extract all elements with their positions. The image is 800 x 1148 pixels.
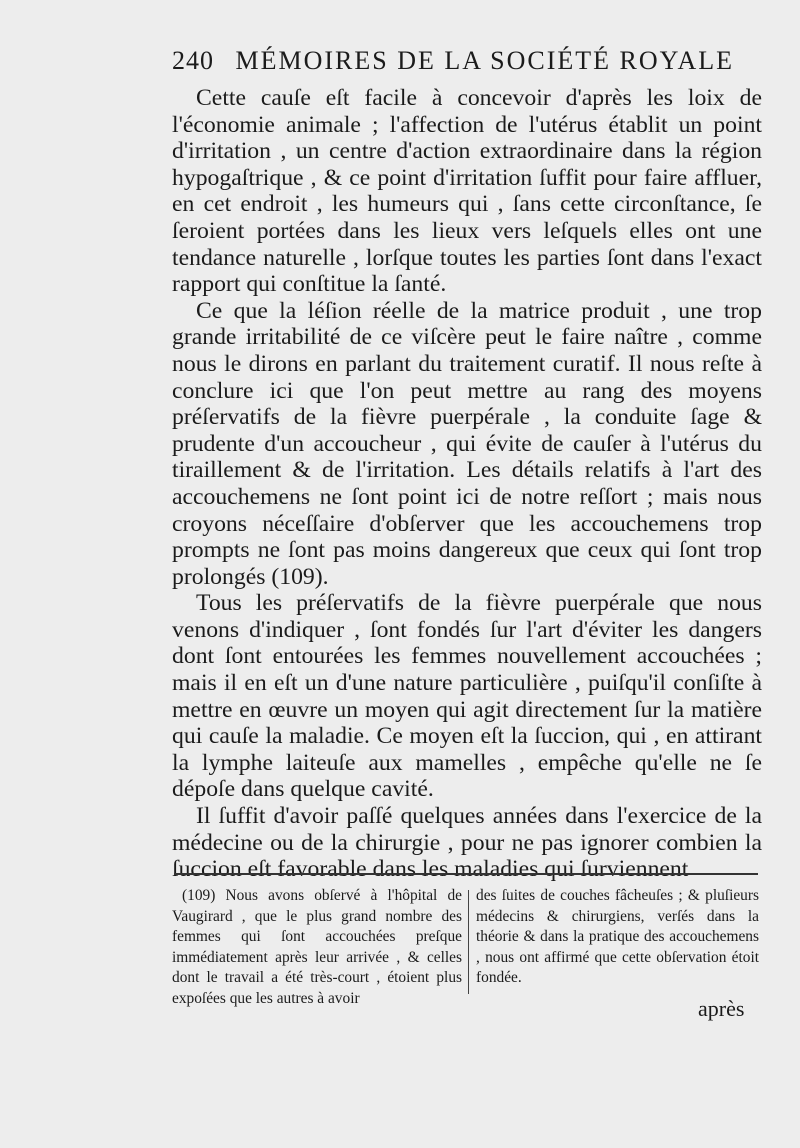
footnote-separator <box>174 873 758 875</box>
main-text <box>172 85 762 883</box>
paragraph: Il ſuffit d'avoir paſſé quelques années dans l'exercice de la médecine ou de la chirurgie , pour ne pas ignorer combien la ſuccion eſt favorable dans les maladies qui ſurviennent <box>172 803 762 883</box>
catchword: après <box>698 996 745 1021</box>
column-divider <box>468 890 469 994</box>
page-header <box>172 46 735 86</box>
paragraph: Tous les préſervatifs de la fièvre puerpérale que nous venons d'indiquer , ſont fondés ſur l'art d'éviter les dangers dont ſont entourées les femmes nouvellement accouchées ; mais il en eſt un d'une nature particulière , puiſqu'il conſiſte à mettre en œuvre un moyen qui agit directement ſur la matière qui cauſe la maladie. Ce moyen eſt la ſuccion, qui , en attirant la lymphe laiteuſe aux mamelles , empêche qu'elle ne ſe dépoſe dans quelque cavité. <box>172 590 762 803</box>
paragraph: Cette cauſe eſt facile à concevoir d'après les loix de l'économie animale ; l'affection de l'utérus établit un point d'irritation , un centre d'action extraordinaire dans la région hypogaſtrique , & ce point d'irritation ſuffit pour faire affluer, en cet endroit , les humeurs qui , ſans cette circonſtance, ſe ſeroient portées dans les lieux vers leſquels elles ont une tendance naturelle , lorſque toutes les parties ſont dans l'exact rapport qui conſtitue la ſanté. <box>172 85 762 298</box>
footnote-left-column: (109) Nous avons obſervé à l'hôpital de Vaugirard , que le plus grand nombre des femmes qui ſont accouchées preſque immédiatement après leur arrivée , & celles dont le travail a été très-court , étoient plus expoſées que les autres à avoir <box>172 887 462 1007</box>
running-title: MÉMOIRES DE LA SOCIÉTÉ ROYALE <box>235 46 735 75</box>
page-number: 240 <box>172 46 214 75</box>
paragraph: Ce que la léſion réelle de la matrice produit , une trop grande irritabilité de ce viſcère peut le faire naître , comme nous le dirons en parlant du traitement curatif. Il nous reſte à conclure ici que l'on peut mettre au rang des moyens préſervatifs de la fièvre puerpérale , la conduite ſage & prudente d'un accoucheur , qui évite de cauſer à l'utérus du tiraillement & de l'irritation. Les détails relatifs à l'art des accouchemens ne ſont point ici de notre reſſort ; mais nous croyons néceſſaire d'obſerver que les accouchemens trop prompts ne ſont pas moins dangereux que ceux qui ſont trop prolongés (109). <box>172 297 762 590</box>
footnote-right-column: des ſuites de couches fâcheuſes ; & pluſieurs médecins & chirurgiens, verſés dans la théorie & dans la pratique des accouchemens , nous ont affirmé que cette obſervation étoit fondée. <box>476 887 759 986</box>
